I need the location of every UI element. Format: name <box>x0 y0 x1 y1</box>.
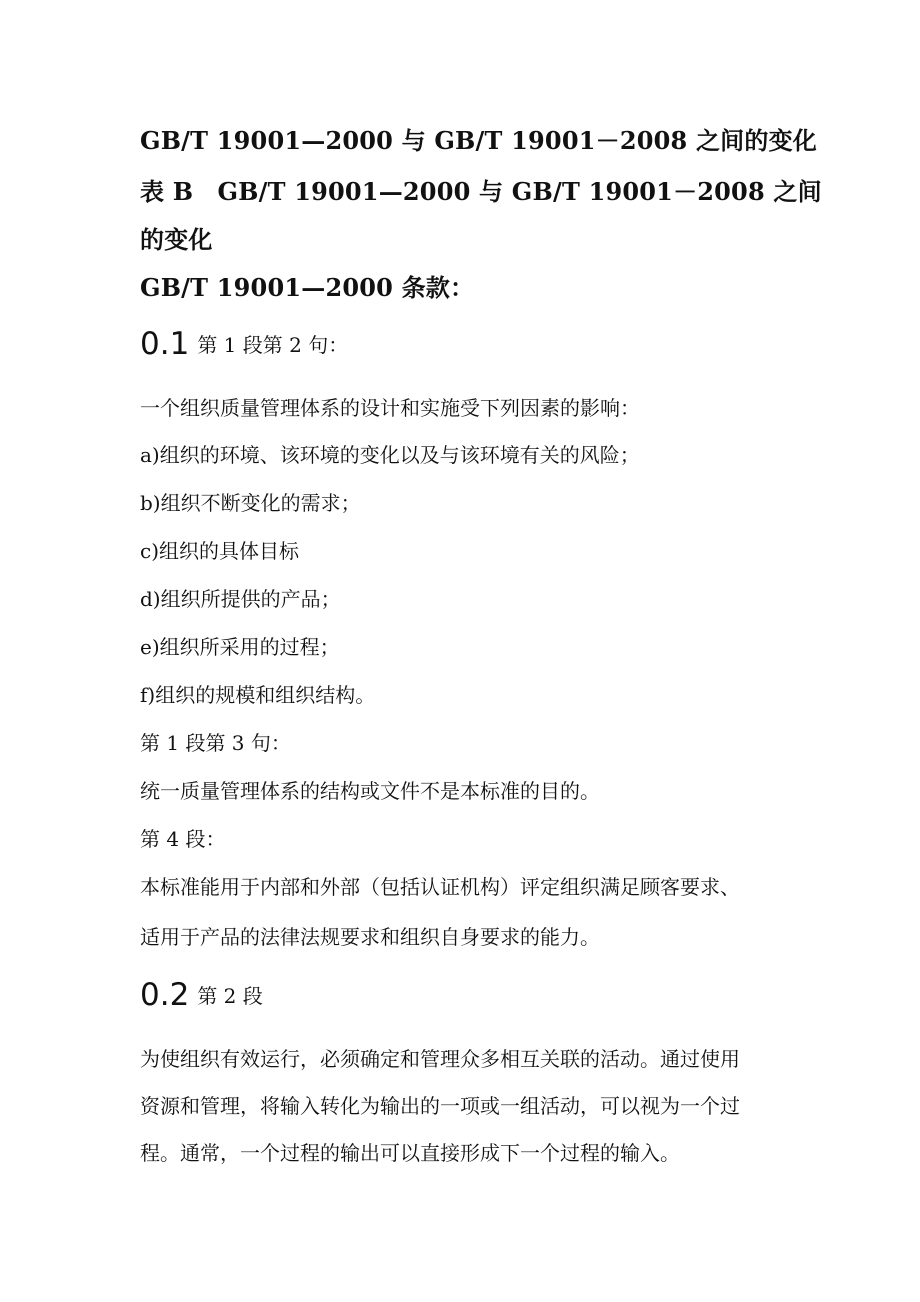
paragraph: 为使组织有效运行，必须确定和管理众多相互关联的活动。通过使用 <box>140 1047 740 1071</box>
title-line-3: 的变化 <box>140 225 213 254</box>
sub-label: 第 4 段： <box>140 827 226 851</box>
list-item: d)组织所提供的产品； <box>140 587 341 611</box>
list-item: c)组织的具体目标 <box>140 539 300 563</box>
list-item: f)组织的规模和组织结构。 <box>140 683 376 707</box>
paragraph: 资源和管理，将输入转化为输出的一项或一组活动，可以视为一个过 <box>140 1094 740 1118</box>
paragraph: 适用于产品的法律法规要求和组织自身要求的能力。 <box>140 925 600 949</box>
section-0-2-heading <box>140 977 263 1013</box>
section-0-1-intro: 一个组织质量管理体系的设计和实施受下列因素的影响： <box>140 396 640 420</box>
title-line-2: 表 B GB/T 19001—2000 与 GB/T 19001－2008 之间 <box>140 177 822 206</box>
title-line-1: GB/T 19001—2000 与 GB/T 19001－2008 之间的变化 <box>140 126 817 155</box>
list-item: a)组织的环境、该环境的变化以及与该环境有关的风险； <box>140 443 640 467</box>
paragraph: 程。通常，一个过程的输出可以直接形成下一个过程的输入。 <box>140 1141 680 1165</box>
paragraph: 本标准能用于内部和外部（包括认证机构）评定组织满足顾客要求、 <box>140 875 740 899</box>
section-number: 0.1 <box>140 326 190 362</box>
sub-label: 第 1 段第 3 句： <box>140 731 291 755</box>
section-0-1-heading <box>140 326 348 362</box>
list-item: b)组织不断变化的需求； <box>140 491 361 515</box>
paragraph: 统一质量管理体系的结构或文件不是本标准的目的。 <box>140 779 600 803</box>
section-label: 第 1 段第 2 句： <box>197 333 349 357</box>
section-label: 第 2 段 <box>197 984 263 1008</box>
clause-heading: GB/T 19001—2000 条款： <box>140 273 475 302</box>
section-number: 0.2 <box>140 977 190 1013</box>
list-item: e)组织所采用的过程； <box>140 635 340 659</box>
